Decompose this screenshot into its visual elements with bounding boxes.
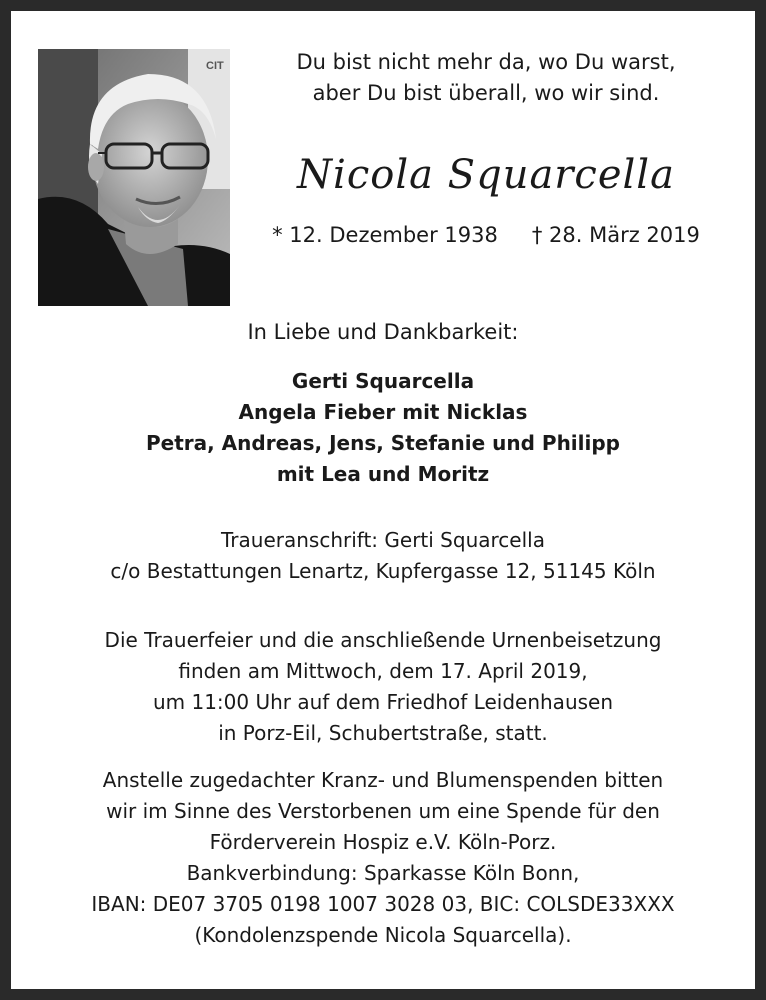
ceremony-line: Die Trauerfeier und die anschließende Urnenbeisetzung [104, 628, 662, 652]
address-line: Traueranschrift: Gerti Squarcella [221, 528, 545, 552]
thanks-line: In Liebe und Dankbarkeit: [247, 320, 519, 344]
deceased-name: Nicola Squarcella [297, 152, 675, 198]
donation-line: wir im Sinne des Verstorbenen um eine Spende für den [106, 799, 660, 823]
donation-line: (Kondolenzspende Nicola Squarcella). [194, 923, 572, 947]
portrait-photo [38, 49, 230, 306]
obituary-card [11, 11, 755, 989]
sign-fragment: CIT [206, 60, 224, 72]
motto-line: aber Du bist überall, wo wir sind. [312, 81, 660, 105]
family-line: Petra, Andreas, Jens, Stefanie und Philipp [145, 431, 621, 455]
life-dates [251, 221, 721, 249]
address-line: c/o Bestattungen Lenartz, Kupfergasse 12, 51145 Köln [110, 559, 656, 583]
donation-line: IBAN: DE07 3705 0198 1007 3028 03, BIC: COLSDE33XXX [91, 892, 675, 916]
donation-line: Förderverein Hospiz e.V. Köln-Porz. [209, 830, 557, 854]
family-line: Angela Fieber mit Nicklas [238, 400, 528, 424]
donation-info [11, 765, 755, 951]
motto-line: Du bist nicht mehr da, wo Du warst, [296, 50, 676, 74]
family-list [11, 366, 755, 490]
birth-date: * 12. Dezember 1938 [272, 223, 498, 247]
donation-line: Bankverbindung: Sparkasse Köln Bonn, [186, 861, 580, 885]
ceremony-line: in Porz-Eil, Schubertstraße, statt. [218, 721, 548, 745]
ceremony-line: um 11:00 Uhr auf dem Friedhof Leidenhausen [152, 690, 614, 714]
ceremony-line: finden am Mittwoch, dem 17. April 2019, [178, 659, 588, 683]
motto [251, 47, 721, 109]
donation-line: Anstelle zugedachter Kranz- und Blumenspenden bitten [102, 768, 664, 792]
family-line: Gerti Squarcella [291, 369, 475, 393]
family-line: mit Lea und Moritz [276, 462, 490, 486]
mourning-address [11, 525, 755, 587]
ceremony-info [11, 625, 755, 749]
death-date: † 28. März 2019 [531, 223, 700, 247]
